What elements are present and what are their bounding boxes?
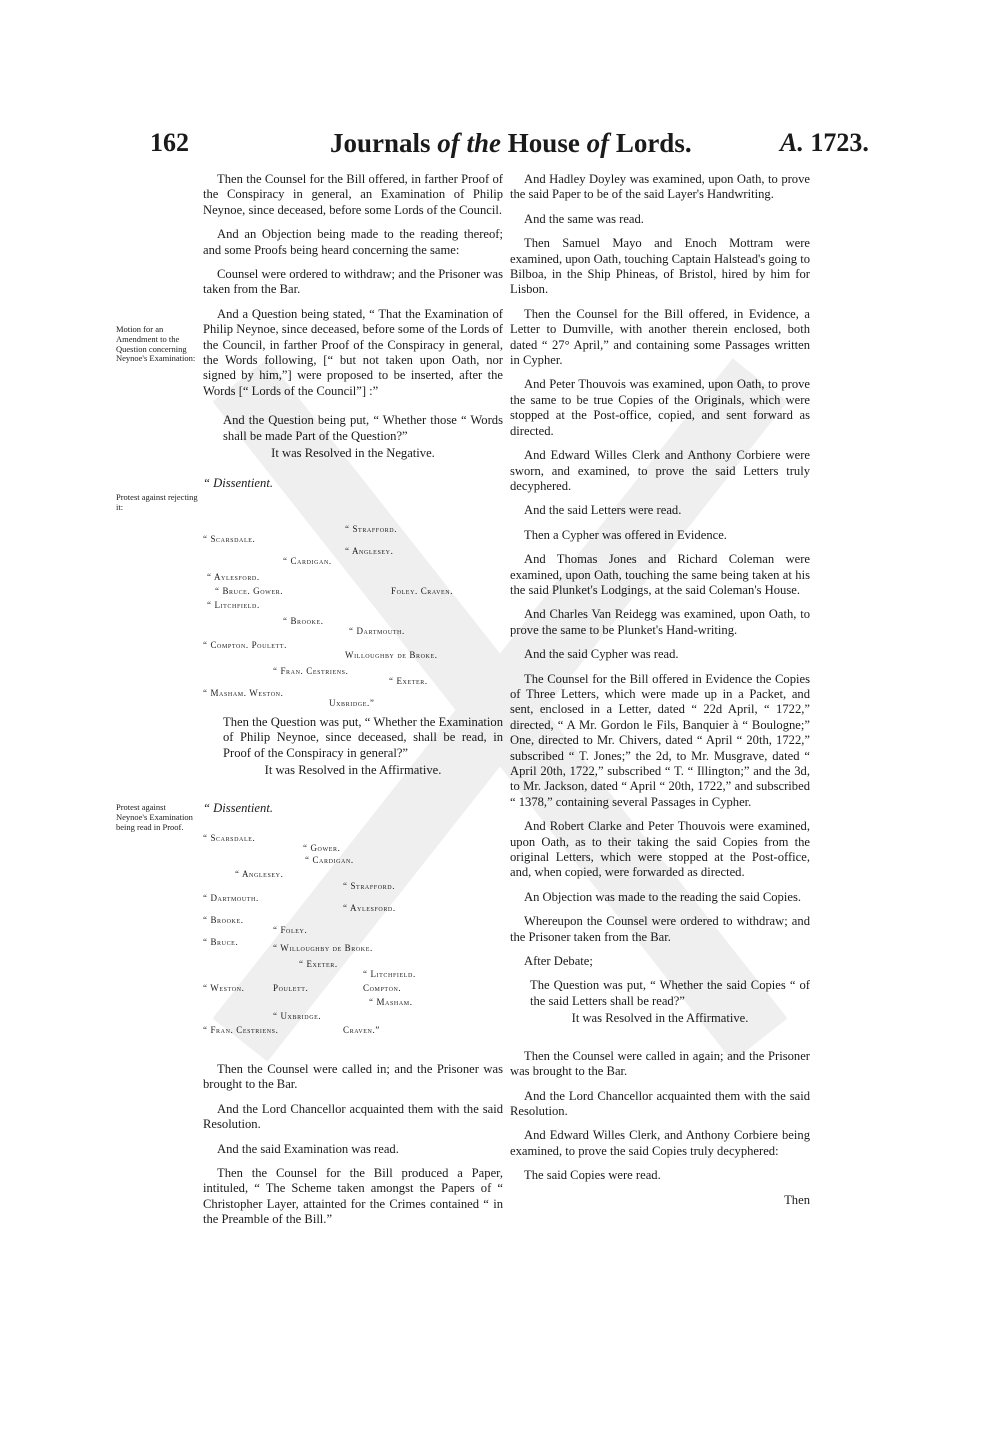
dissentient-heading: “ Dissentient. bbox=[203, 800, 273, 815]
paragraph: The Question was put, “ Whether the said Copies “ of the said Letters shall be read?” bbox=[530, 978, 810, 1008]
paragraph: After Debate; bbox=[524, 954, 593, 969]
paragraph: And a Question being stated, “ That the Examination of Philip Neynoe, since deceased, before some of the Lords of the Council, in farther Proof of the Conspiracy in general, the Words following, [“ but not taken upon Oath, nor signed by him,”] were proposed to be inserted, after the Words [“ Lords of the Council”] :” bbox=[203, 306, 503, 398]
signature-name: “ Aylesford. bbox=[343, 903, 396, 913]
signatures-block-2 bbox=[203, 833, 503, 1043]
signature-name: Uxbridge.” bbox=[329, 698, 375, 708]
signature-name: “ Cardigan. bbox=[283, 556, 332, 566]
paragraph: And the Lord Chancellor acquainted them with the said Resolution. bbox=[510, 1088, 810, 1118]
paragraph: The said Copies were read. bbox=[524, 1168, 661, 1183]
left-column-lower bbox=[203, 1062, 503, 1237]
paragraph: And the Lord Chancellor acquainted them with the said Resolution. bbox=[203, 1101, 503, 1132]
signature-name: “ Compton. Poulett. bbox=[203, 640, 287, 650]
paragraph: Then the Counsel for the Bill offered, in farther Proof of the Conspiracy in general, an Examination of Philip Neynoe, since deceased, before some Lords of the Council. bbox=[203, 172, 503, 217]
signature-name: “ Foley. bbox=[273, 925, 308, 935]
paragraph: Then the Counsel for the Bill produced a Paper, intituled, “ The Scheme taken amongst the Papers of “ Christopher Layer, attainted for the Crimes contained “ in the Preamble of the Bill.” bbox=[203, 1166, 503, 1227]
signatures-block-1 bbox=[203, 524, 503, 714]
dissentient-heading: “ Dissentient. bbox=[203, 475, 273, 490]
paragraph: And the same was read. bbox=[524, 211, 644, 226]
running-title: Journals of the House of Lords. bbox=[330, 128, 692, 158]
paragraph: And Hadley Doyley was examined, upon Oath, to prove the said Paper to be of the said Layer's Handwriting. bbox=[510, 172, 810, 202]
signature-name: “ Uxbridge. bbox=[273, 1011, 322, 1021]
signature-name: “ Bruce. Gower. bbox=[215, 586, 284, 596]
resolution: It was Resolved in the Affirmative. bbox=[571, 1011, 749, 1026]
signature-name: “ Weston. bbox=[203, 983, 245, 993]
signature-name: “ Gower. bbox=[303, 843, 341, 853]
signature-name: “ Scarsdale. bbox=[203, 534, 256, 544]
paragraph: And Charles Van Reidegg was examined, upon Oath, to prove the same to be Plunket's Hand-writing. bbox=[510, 607, 810, 637]
left-column-middle bbox=[203, 715, 503, 825]
paragraph: And Edward Willes Clerk, and Anthony Corbiere being examined, to prove the said Copies truly decyphered: bbox=[510, 1128, 810, 1158]
signature-name: Foley. Craven. bbox=[391, 586, 454, 596]
signature-name: “ Brooke. bbox=[203, 915, 244, 925]
signature-name: “ Litchfield. bbox=[207, 600, 260, 610]
paragraph: And the Question being put, “ Whether those “ Words shall be made Part of the Question?” bbox=[223, 413, 503, 443]
margin-note-motion: Motion for an Amendment to the Question concerning Neynoe's Examination: bbox=[116, 324, 196, 364]
paragraph: And Peter Thouvois was examined, upon Oath, to prove the same to be true Copies of the Originals, which were stopped at the Post-office, copied, and sent forward as directed. bbox=[510, 377, 810, 438]
catchword: Then bbox=[784, 1192, 810, 1207]
signature-name: “ Strafford. bbox=[343, 881, 396, 891]
signature-name: “ Willoughby de Broke. bbox=[273, 943, 373, 953]
signature-name: “ Anglesey. bbox=[235, 869, 284, 879]
margin-note-protest-rejecting: Protest against rejecting it: bbox=[116, 492, 198, 512]
signature-name: “ Bruce. bbox=[203, 937, 239, 947]
paragraph: Then Samuel Mayo and Enoch Mottram were examined, upon Oath, touching Captain Halstead's going to Bilboa, in the Ship Phineas, of Bristol, hired by him for Lisbon. bbox=[510, 236, 810, 297]
paragraph: Then the Counsel were called in again; and the Prisoner was brought to the Bar. bbox=[510, 1048, 810, 1079]
paragraph: And the said Examination was read. bbox=[217, 1141, 399, 1156]
paragraph: Then the Counsel for the Bill offered, in Evidence, a Letter to Dumville, with another therein enclosed, both dated “ 27° April,” and containing some Passages written in Cypher. bbox=[510, 306, 810, 368]
paragraph: And Thomas Jones and Richard Coleman were examined, upon Oath, touching the same being taken at his the said Plunket's Lodgings, at the said Coleman's House. bbox=[510, 552, 810, 597]
resolution: It was Resolved in the Affirmative. bbox=[264, 763, 442, 778]
right-column bbox=[510, 172, 810, 1217]
paragraph: Whereupon the Counsel were ordered to withdraw; and the Prisoner taken from the Bar. bbox=[510, 914, 810, 944]
paragraph: And Edward Willes Clerk and Anthony Corbiere were sworn, and examined, to prove the said Letters truly decyphered. bbox=[510, 448, 810, 493]
paragraph: Then a Cypher was offered in Evidence. bbox=[524, 527, 727, 542]
signature-name: “ Scarsdale. bbox=[203, 833, 256, 843]
signature-name: “ Dartmouth. bbox=[349, 626, 405, 636]
page-number: 162 bbox=[150, 128, 189, 157]
signature-name: “ Masham. Weston. bbox=[203, 688, 284, 698]
signature-name: “ Exeter. bbox=[299, 959, 338, 969]
signature-name: “ Anglesey. bbox=[345, 546, 394, 556]
signature-name: “ Exeter. bbox=[389, 676, 428, 686]
signature-name: “ Cardigan. bbox=[305, 855, 354, 865]
signature-name: Craven.” bbox=[343, 1025, 380, 1035]
signature-name: “ Fran. Cestriens. bbox=[203, 1025, 279, 1035]
paragraph: Then the Question was put, “ Whether the Examination of Philip Neynoe, since deceased, shall be read, in Proof of the Conspiracy in general?” bbox=[223, 715, 503, 760]
signature-name: Poulett. bbox=[273, 983, 309, 993]
paragraph: And the said Letters were read. bbox=[524, 503, 682, 518]
signature-name: “ Strafford. bbox=[345, 524, 398, 534]
paragraph: Counsel were ordered to withdraw; and the Prisoner was taken from the Bar. bbox=[203, 267, 503, 297]
signature-name: Willoughby de Broke. bbox=[345, 650, 438, 660]
page-header bbox=[0, 128, 992, 168]
signature-name: “ Fran. Cestriens. bbox=[273, 666, 349, 676]
paragraph: And the said Cypher was read. bbox=[524, 647, 679, 662]
signature-name: “ Dartmouth. bbox=[203, 893, 259, 903]
resolution: It was Resolved in the Negative. bbox=[271, 446, 435, 461]
signature-name: “ Masham. bbox=[369, 997, 413, 1007]
left-column-upper bbox=[203, 172, 503, 500]
paragraph: An Objection was made to the reading the said Copies. bbox=[524, 889, 801, 904]
signature-name: “ Aylesford. bbox=[207, 572, 260, 582]
paragraph: Then the Counsel were called in; and the Prisoner was brought to the Bar. bbox=[203, 1062, 503, 1092]
year-label: A. 1723. bbox=[780, 128, 869, 157]
paragraph: The Counsel for the Bill offered in Evidence the Copies of Three Letters, which were made up in a Packet, and sent, enclosed in a Letter, dated “ 22d April, “ 1722,” directed, “ A Mr. Gordon le Fils, Banquier à “ Boulogne;” One, directed to Mr. Chivers, dated “ April “ 20th, 1722,” subscribed “ T. Jones;” the 2d, to Mr. Musgrave, dated “ April 20th, 1722,” subscribed “ T. “ Illington;” and the 3d, to Mr. Jackson, dated “ April “ 20th, 1722,” and subscribed “ 1378,” containing several Passages in Cypher. bbox=[510, 671, 810, 809]
margin-note-protest-examination: Protest against Neynoe's Examination being read in Proof. bbox=[116, 802, 193, 832]
signature-name: “ Litchfield. bbox=[363, 969, 416, 979]
signature-name: Compton. bbox=[363, 983, 402, 993]
paragraph: And Robert Clarke and Peter Thouvois were examined, upon Oath, as to their taking the said Copies from the original Letters, which were stopped at the Post-office, and, when copied, were forwarded as directed. bbox=[510, 819, 810, 880]
signature-name: “ Brooke. bbox=[283, 616, 324, 626]
paragraph: And an Objection being made to the reading thereof; and some Proofs being heard concerning the same: bbox=[203, 227, 503, 257]
